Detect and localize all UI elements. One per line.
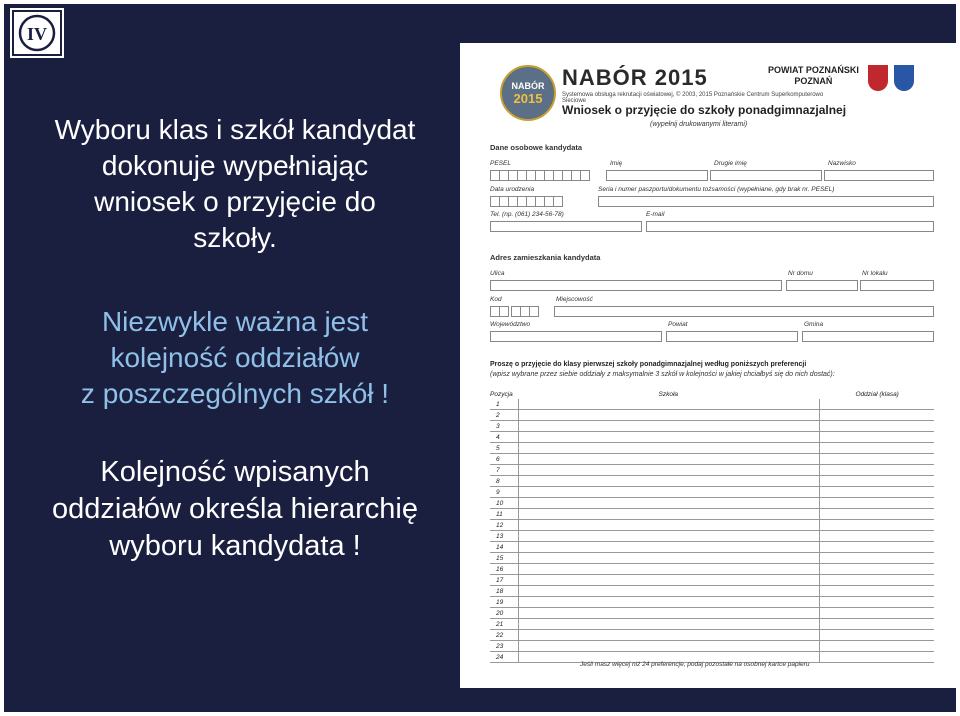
- school-cell: [519, 575, 820, 586]
- table-row: [490, 399, 934, 410]
- hierarchy-text: [4, 454, 466, 565]
- important-line: kolejność oddziałów: [110, 342, 360, 373]
- important-line: Niezwykle ważna jest: [101, 306, 369, 337]
- class-cell: [820, 421, 935, 432]
- position-number: 5: [490, 443, 519, 454]
- school-cell: [519, 410, 820, 421]
- class-cell: [820, 542, 935, 553]
- school-cell: [519, 520, 820, 531]
- class-cell: [820, 487, 935, 498]
- table-row: [490, 476, 934, 487]
- flat-no-box: [860, 280, 934, 291]
- first-name-box: [606, 170, 708, 181]
- passport-box: [598, 196, 934, 207]
- class-cell: [820, 575, 935, 586]
- label-commune: Gmina: [804, 321, 824, 328]
- preferences-header-row: [490, 389, 934, 399]
- voivodeship-box: [490, 331, 662, 342]
- table-row: [490, 542, 934, 553]
- house-no-box: [786, 280, 858, 291]
- crest-icon: [894, 65, 914, 91]
- county-name: [768, 65, 859, 87]
- school-cell: [519, 597, 820, 608]
- class-cell: [820, 520, 935, 531]
- class-cell: [820, 619, 935, 630]
- class-cell: [820, 476, 935, 487]
- position-number: 16: [490, 564, 519, 575]
- position-number: 17: [490, 575, 519, 586]
- table-row: [490, 465, 934, 476]
- label-city: Miejscowość: [556, 296, 593, 303]
- school-cell: [519, 542, 820, 553]
- class-cell: [820, 432, 935, 443]
- class-cell: [820, 608, 935, 619]
- col-school: Szkoła: [658, 390, 679, 398]
- class-cell: [820, 630, 935, 641]
- email-box: [646, 221, 934, 232]
- position-number: 2: [490, 410, 519, 421]
- class-cell: [820, 564, 935, 575]
- position-number: 20: [490, 608, 519, 619]
- table-row: [490, 597, 934, 608]
- class-cell: [820, 652, 935, 663]
- position-number: 11: [490, 509, 519, 520]
- important-text: [4, 304, 466, 412]
- commune-box: [802, 331, 934, 342]
- table-row: [490, 619, 934, 630]
- school-cell: [519, 619, 820, 630]
- table-row: [490, 520, 934, 531]
- preferences-note: (wpisz wybrane przez siebie oddziały z maksymalnie 3 szkół w kolejności w jakiej chciałbyś się do nich dostać):: [490, 371, 835, 378]
- postal-code-boxes: [490, 306, 538, 315]
- position-number: 3: [490, 421, 519, 432]
- table-row: [490, 531, 934, 542]
- application-form-image: [460, 43, 956, 688]
- school-cell: [519, 487, 820, 498]
- intro-line: Wyboru klas i szkół kandydat: [54, 114, 416, 145]
- school-cell: [519, 531, 820, 542]
- slide: [4, 4, 956, 712]
- table-row: [490, 443, 934, 454]
- position-number: 21: [490, 619, 519, 630]
- position-number: 24: [490, 652, 519, 663]
- section-personal: Dane osobowe kandydata: [490, 143, 583, 152]
- class-cell: [820, 509, 935, 520]
- label-email: E-mail: [646, 211, 665, 218]
- school-cell: [519, 399, 820, 410]
- class-cell: [820, 498, 935, 509]
- preferences-title: Proszę o przyjęcie do klasy pierwszej szkoły ponadgimnazjalnej według poniższych preferencji: [490, 361, 807, 368]
- important-line: z poszczególnych szkół !: [80, 378, 390, 409]
- intro-text: [4, 112, 466, 256]
- table-row: [490, 608, 934, 619]
- crest-icon: [868, 65, 888, 91]
- table-row: [490, 487, 934, 498]
- position-number: 12: [490, 520, 519, 531]
- form-brand: NABÓR 2015: [562, 65, 708, 90]
- pesel-boxes: [490, 170, 589, 179]
- table-row: [490, 432, 934, 443]
- label-street: Ulica: [490, 270, 505, 277]
- position-number: 10: [490, 498, 519, 509]
- class-cell: [820, 465, 935, 476]
- hierarchy-line: wyboru kandydata !: [109, 530, 361, 562]
- phone-box: [490, 221, 642, 232]
- label-surname: Nazwisko: [828, 160, 856, 167]
- table-row: [490, 564, 934, 575]
- school-logo: [10, 8, 64, 58]
- county-box: [666, 331, 798, 342]
- school-cell: [519, 630, 820, 641]
- school-cell: [519, 586, 820, 597]
- preferences-table: [490, 389, 934, 663]
- class-cell: [820, 410, 935, 421]
- school-cell: [519, 608, 820, 619]
- position-number: 9: [490, 487, 519, 498]
- position-number: 4: [490, 432, 519, 443]
- label-first-name: Imię: [610, 160, 623, 167]
- label-birth-date: Data urodzenia: [490, 186, 535, 193]
- label-pesel: PESEL: [490, 160, 511, 167]
- table-row: [490, 454, 934, 465]
- hierarchy-line: Kolejność wpisanych: [100, 456, 370, 488]
- col-position: Pozycja: [490, 390, 513, 398]
- school-cell: [519, 509, 820, 520]
- intro-line: wniosek o przyjęcie do: [94, 186, 376, 217]
- school-cell: [519, 454, 820, 465]
- position-number: 18: [490, 586, 519, 597]
- class-cell: [820, 454, 935, 465]
- form-subtitle: (wypełnij drukowanymi literami): [650, 121, 748, 128]
- school-cell: [519, 476, 820, 487]
- school-cell: [519, 553, 820, 564]
- position-number: 15: [490, 553, 519, 564]
- label-flat-no: Nr lokalu: [862, 270, 888, 277]
- county-line: POWIAT POZNAŃSKI: [768, 65, 859, 75]
- label-voivodeship: Województwo: [490, 321, 531, 328]
- class-cell: [820, 531, 935, 542]
- school-cell: [519, 432, 820, 443]
- school-cell: [519, 421, 820, 432]
- label-second-name: Drugie imię: [714, 160, 747, 167]
- position-number: 19: [490, 597, 519, 608]
- position-number: 6: [490, 454, 519, 465]
- position-number: 14: [490, 542, 519, 553]
- form-title: Wniosek o przyjęcie do szkoły ponadgimnazjalnej: [562, 103, 847, 117]
- form-header: [500, 61, 940, 131]
- label-county: Powiat: [668, 321, 688, 328]
- form-brand-sub: Systemowa obsługa rekrutacji oświatowej, © 2003, 2015 Poznańskie Centrum Superkomputerowo Sieciowe: [562, 92, 824, 104]
- table-row: [490, 641, 934, 652]
- second-name-box: [710, 170, 822, 181]
- table-row: [490, 553, 934, 564]
- intro-line: dokonuje wypełniając: [101, 150, 369, 181]
- col-class: Oddział (klasa): [855, 390, 899, 398]
- class-cell: [820, 553, 935, 564]
- table-row: [490, 630, 934, 641]
- badge-label: NABÓR: [511, 80, 545, 91]
- logo-text: IV: [26, 24, 48, 44]
- position-number: 8: [490, 476, 519, 487]
- school-cell: [519, 498, 820, 509]
- position-number: 22: [490, 630, 519, 641]
- position-number: 13: [490, 531, 519, 542]
- city-box: [554, 306, 934, 317]
- label-phone: Tel. (np. (061) 234-56-78): [490, 211, 564, 218]
- label-passport: Seria i numer paszportu/dokumentu tożsamości (wypełniane, gdy brak nr. PESEL): [598, 186, 835, 193]
- position-number: 7: [490, 465, 519, 476]
- badge-year: 2015: [513, 90, 543, 106]
- table-row: [490, 498, 934, 509]
- label-postal-code: Kod: [490, 296, 502, 303]
- section-address: Adres zamieszkania kandydata: [490, 253, 601, 262]
- street-box: [490, 280, 782, 291]
- position-number: 23: [490, 641, 519, 652]
- intro-line: szkoły.: [193, 222, 277, 253]
- class-cell: [820, 443, 935, 454]
- table-row: [490, 509, 934, 520]
- nabor-badge: [500, 65, 556, 121]
- table-row: [490, 410, 934, 421]
- birth-date-boxes: [490, 196, 562, 205]
- school-logo-icon: [10, 8, 64, 58]
- class-cell: [820, 399, 935, 410]
- table-row: [490, 586, 934, 597]
- school-cell: [519, 443, 820, 454]
- county-line: POZNAŃ: [794, 76, 833, 86]
- surname-box: [824, 170, 934, 181]
- form-footer: Jeśli masz więcej niż 24 preferencje, podaj pozostałe na osobnej kartce papieru: [580, 661, 810, 668]
- class-cell: [820, 586, 935, 597]
- school-cell: [519, 641, 820, 652]
- label-house-no: Nr domu: [788, 270, 813, 277]
- hierarchy-line: oddziałów określa hierarchię: [52, 493, 418, 525]
- position-number: 1: [490, 399, 519, 410]
- class-cell: [820, 597, 935, 608]
- school-cell: [519, 465, 820, 476]
- school-cell: [519, 564, 820, 575]
- class-cell: [820, 641, 935, 652]
- table-row: [490, 421, 934, 432]
- table-row: [490, 575, 934, 586]
